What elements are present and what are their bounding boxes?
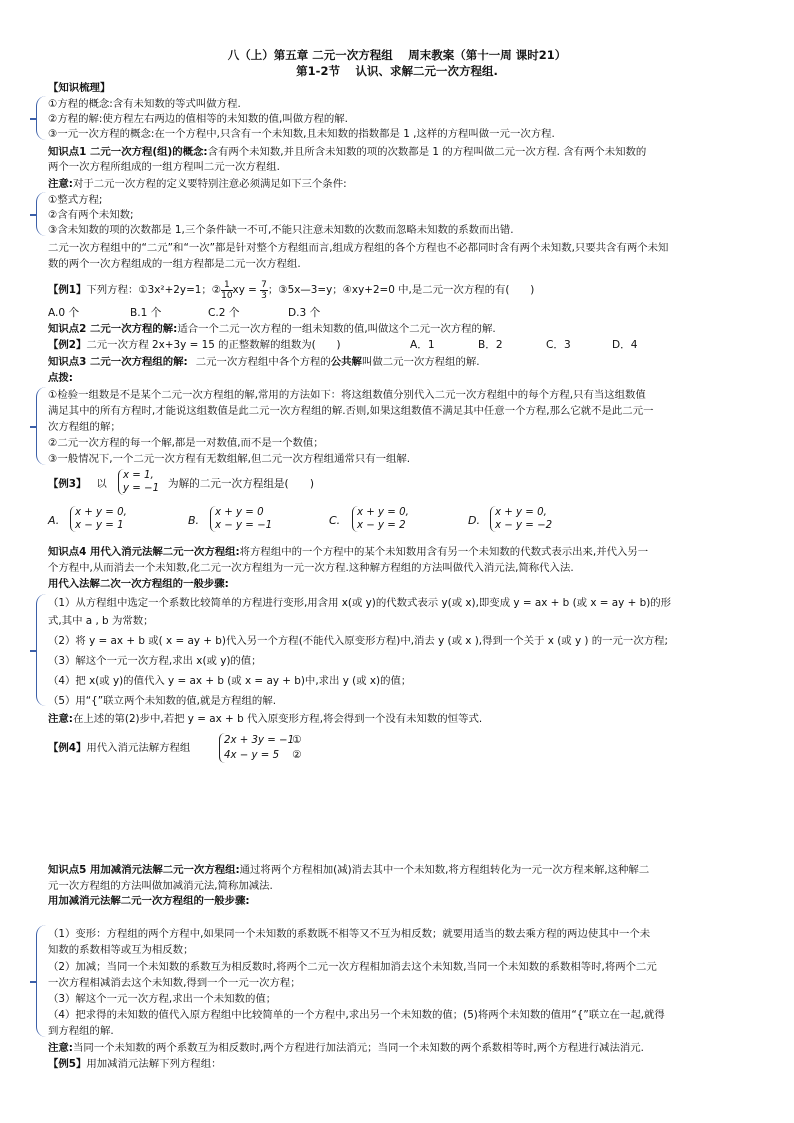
ex1-tail: ；③5x—3=y；④xy+2=0 中,是二元一次方程的有( ) <box>267 284 535 296</box>
ex5-label: 【例5】 <box>48 1058 87 1070</box>
ex3-post: 为解的二元一次方程组是( ) <box>168 478 314 490</box>
ex5-text: 用加减消元法解下列方程组： <box>86 1058 222 1070</box>
ex1-label: 【例1】 <box>48 284 87 296</box>
kp5-step-3: （3）解这个一元一次方程,求出一个未知数的值； <box>48 993 277 1005</box>
ex3-option-b-letter: B. <box>188 514 200 527</box>
brace-tips <box>36 387 47 465</box>
knowledge-heading: 【知识梳理】 <box>48 82 111 94</box>
note1-item-2: ②含有两个未知数; <box>48 209 134 221</box>
brace-note1 <box>36 192 47 236</box>
kp5-step-1b: 知数的系数相等或互为相反数； <box>48 944 194 956</box>
kp4-text-1: 将方程组中的一个方程中的某个未知数用含有另一个未知数的代数式表示出来,并代入另一 <box>239 546 649 558</box>
tips-item-1c: 次方程组的解； <box>48 421 121 433</box>
ex1-lead: 下列方程：①3x²+2y=1；② <box>86 284 222 296</box>
ex4-system: 2x + 3y = −1 4x − y = 5 <box>219 733 294 763</box>
ex1-option-b: B.1 个 <box>130 307 162 319</box>
ex3-given-system: x = 1, y = −1 <box>118 469 159 495</box>
kp4-line-2: 个方程中,从而消去一个未知数,化二元一次方程组为一元一次方程.这种解方程组的方法叫做代入消元法,简称代入法. <box>48 562 574 574</box>
ex5-question <box>48 1057 754 1071</box>
tips-item-1b: 满足其中的所有方程时,才能说这组数值是此二元一次方程组的解.否则,如果这组数值不满足其中任意一个方程,那么它就不是此二元一 <box>48 405 654 417</box>
ex1-option-c: C.2 个 <box>208 307 240 319</box>
kp4-label: 知识点4 用代入消元法解二元一次方程组: <box>48 546 240 558</box>
note1-item-3: ③含未知数的项的次数都是 1,三个条件缺一不可,不能只注意未知数的次数而忽略未知数的系数而出错. <box>48 224 514 236</box>
ex1-question <box>48 279 754 301</box>
kp4-steps-title: 用代入法解二次一次方程组的一般步骤: <box>48 578 229 590</box>
kp1-label: 知识点1 二元一次方程(组)的概念: <box>48 146 208 158</box>
kp5-note-text: 当同一个未知数的两个系数互为相反数时,两个方程进行加法消元；当同一个未知数的两个系数相等时,两个方程进行减法消元. <box>72 1042 644 1054</box>
kp3-text-a: 二元一次方程组中各个方程的 <box>195 356 331 368</box>
kp5-note-label: 注意: <box>48 1042 73 1054</box>
tips-item-2: ②二元一次方程的每一个解,都是一对数值,而不是一个数值； <box>48 437 324 449</box>
kp4-note-label: 注意: <box>48 713 73 725</box>
ex2-text: 二元一次方程 2x+3y = 15 的正整数解的组数为( ) <box>86 339 341 351</box>
ex4-equation-marks: ① ② <box>292 734 302 761</box>
page-subtitle: 第1-2节 认识、求解二元一次方程组. <box>296 64 498 78</box>
page-title: 八（上）第五章 二元一次方程组 周末教案（第十一周 课时21） <box>227 48 567 62</box>
kp1-line-2: 两个一次方程所组成的一组方程叫二元一次方程组. <box>48 161 280 173</box>
kp5-line-2: 元一次方程组的方法叫做加减消元法,简称加减法. <box>48 880 273 892</box>
kp5-label: 知识点5 用加减消元法解二元一次方程组: <box>48 864 240 876</box>
kp3-line <box>48 355 754 369</box>
brace-knowledge <box>36 96 47 140</box>
ex2-option-b: B．2 <box>478 339 503 351</box>
knowledge-item-3: ③一元一次方程的概念:在一个方程中,只含有一个未知数,且未知数的指数都是 1 ,这样的方程叫做一元一次方程. <box>48 128 555 140</box>
ex4-question <box>48 741 754 755</box>
kp4-line-1 <box>48 545 754 559</box>
kp4-note <box>48 712 754 726</box>
knowledge-item-2: ②方程的解:使方程左右两边的值相等的未知数的值,叫做方程的解. <box>48 113 348 125</box>
note1-text: 对于二元一次方程的定义要特别注意必须满足如下三个条件: <box>72 178 347 190</box>
kp4-step-2: （2）将 y = ax + b 或( x = ay + b)代入另一个方程(不能代入原变形方程)中,消去 y (或 x ),得到一个关于 x (或 y ) 的一元一次方程; <box>48 635 668 647</box>
brace-kp4-steps <box>36 594 47 706</box>
kp2-label: 知识点2 二元一次方程的解: <box>48 323 178 335</box>
ex1-option-a: A.0 个 <box>48 307 80 319</box>
kp5-step-2a: （2）加减；当同一个未知数的系数互为相反数时,将两个二元一次方程相加消去这个未知数,当同一个未知数的系数相等时,将两个二元 <box>48 961 657 973</box>
kp2-line <box>48 322 754 336</box>
knowledge-item-1: ①方程的概念:含有未知数的等式叫做方程. <box>48 98 241 110</box>
ex3-option-c-system: x + y = 0, x − y = 2 <box>352 506 409 532</box>
note1-extra-1: 二元一次方程组中的“二元”和“一次”都是针对整个方程组而言,组成方程组的各个方程也不必都同时含有两个未知数,只要共含有两个未知 <box>48 242 669 254</box>
ex1-fraction-2: $\frac{7}{3}$ <box>261 279 267 301</box>
ex2-option-a: A．1 <box>410 339 435 351</box>
tips-item-1a: ①检验一组数是不是某个二元一次方程组的解,常用的方法如下：将这组数值分别代入二元一次方程组中的每个方程,只有当这组数值 <box>48 389 646 401</box>
ex1-option-d: D.3 个 <box>288 307 321 319</box>
kp3-label: 知识点3 二元一次方程组的解: <box>48 356 188 368</box>
note1-label: 注意: <box>48 178 73 190</box>
note1-item-1: ①整式方程; <box>48 194 103 206</box>
kp5-line-1 <box>48 863 754 877</box>
kp3-bold: 公共解 <box>330 356 362 368</box>
ex2-option-d: D．4 <box>612 339 638 351</box>
ex3-label: 【例3】 <box>48 478 87 490</box>
kp2-text: 适合一个二元一次方程的一组未知数的值,叫做这个二元一次方程的解. <box>177 323 496 335</box>
ex3-option-d-letter: D. <box>468 514 480 527</box>
ex2-label: 【例2】 <box>48 339 87 351</box>
note1-extra-2: 数的两个一次方程组成的一组方程都是二元一次方程组. <box>48 258 301 270</box>
ex2-option-c: C．3 <box>546 339 571 351</box>
kp3-text-b: 叫做二元一次方程组的解. <box>361 356 480 368</box>
kp5-step-4a: （4）把求得的未知数的值代入原方程组中比较简单的一个方程中,求出另一个未知数的值；(5)将两个未知数的值用“{”联立在一起,就得 <box>48 1009 665 1021</box>
ex3-option-a-system: x + y = 0, x − y = 1 <box>70 506 127 532</box>
kp5-step-4b: 到方程组的解. <box>48 1025 114 1037</box>
ex4-text: 用代入消元法解方程组 <box>86 742 191 754</box>
brace-kp5-steps <box>36 925 47 1037</box>
ex2-question <box>48 338 754 352</box>
ex3-option-d-system: x + y = 0, x − y = −2 <box>490 506 552 532</box>
kp1-text-1: 含有两个未知数,并且所含未知数的项的次数都是 1 的方程叫做二元一次方程. 含有两个未知数的 <box>207 146 647 158</box>
kp4-step-1b: 式,其中 a , b 为常数； <box>48 615 154 627</box>
kp4-step-3: （3）解这个一元一次方程,求出 x(或 y)的值； <box>48 655 262 667</box>
kp4-step-1a: （1）从方程组中选定一个系数比较简单的方程进行变形,用含用 x(或 y)的代数式表示 y(或 x),即变成 y = ax + b (或 x = ay + b)的形 <box>48 597 672 609</box>
kp5-text-1: 通过将两个方程相加(减)消去其中一个未知数,将方程组转化为一元一次方程来解,这种解二 <box>239 864 650 876</box>
kp4-step-5: （5）用“{”联立两个未知数的值,就是方程组的解. <box>48 695 277 707</box>
tips-item-3: ③一般情况下,一个二元一次方程有无数组解,但二元一次方程组通常只有一组解. <box>48 453 411 465</box>
ex4-label: 【例4】 <box>48 742 87 754</box>
kp4-step-4: （4）把 x(或 y)的值代入 y = ax + b (或 x = ay + b)中,求出 y (或 x)的值； <box>48 675 412 687</box>
kp5-step-1a: （1）变形：方程组的两个方程中,如果同一个未知数的系数既不相等又不互为相反数；就要用适当的数去乘方程的两边使其中一个未 <box>48 928 651 940</box>
tips-label: 点拨: <box>48 372 73 384</box>
kp5-step-2b: 一次方程相减消去这个未知数,得到一个一元一次方程； <box>48 977 301 989</box>
ex3-pre: 以 <box>96 478 107 490</box>
ex1-fraction-1: $\frac{1}{10}$ <box>221 279 233 301</box>
kp4-note-text: 在上述的第(2)步中,若把 y = ax + b 代入原变形方程,将会得到一个没有未知数的恒等式. <box>72 713 483 725</box>
ex3-option-b-system: x + y = 0 x − y = −1 <box>210 506 272 532</box>
note1-line <box>48 177 754 191</box>
ex1-mid: xy = <box>232 284 261 296</box>
kp5-steps-title: 用加减消元法解二元一次方程组的一般步骤: <box>48 895 250 907</box>
kp5-note <box>48 1041 754 1055</box>
ex3-option-a-letter: A. <box>48 514 60 527</box>
ex3-option-c-letter: C. <box>329 514 341 527</box>
kp1-line-1 <box>48 145 754 159</box>
